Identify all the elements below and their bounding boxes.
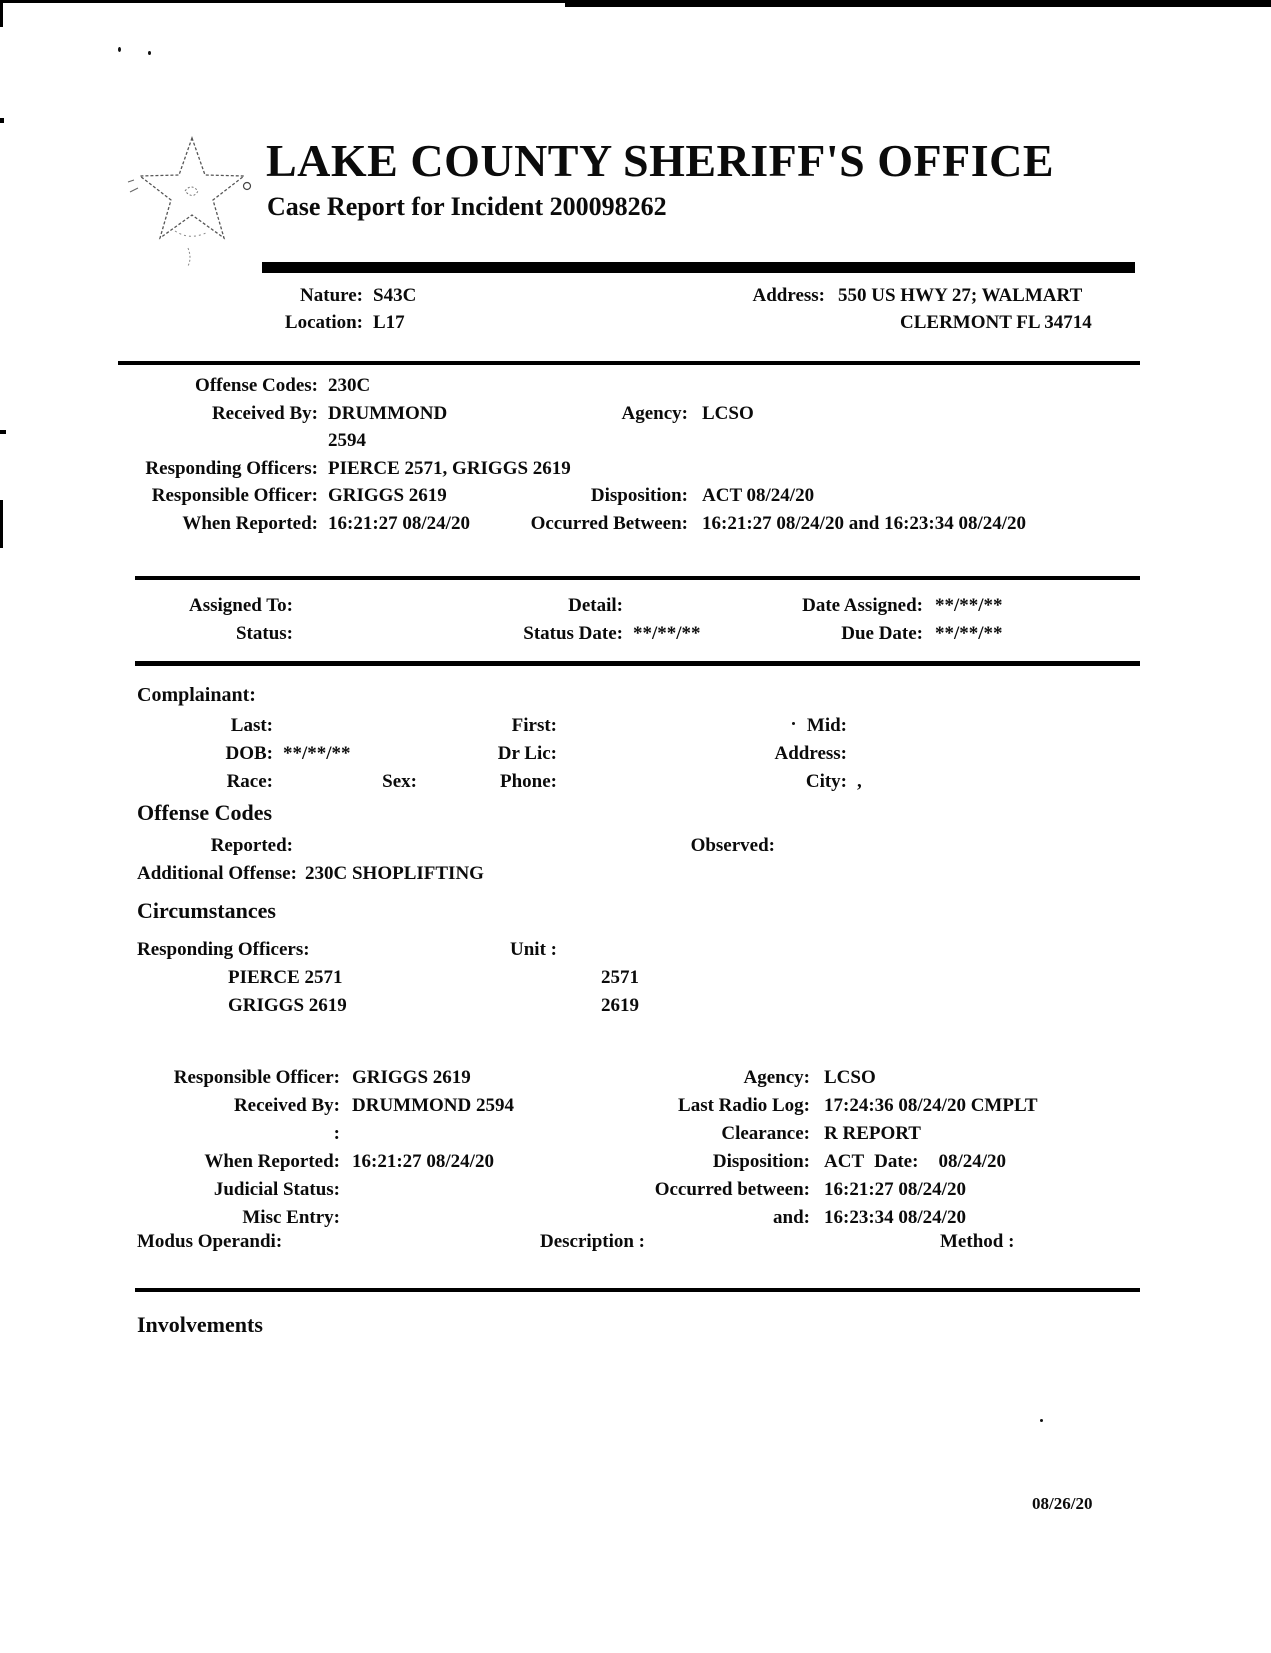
circ-occurred-between-label: Occurred between: <box>654 1179 810 1200</box>
page-title: LAKE COUNTY SHERIFF'S OFFICE <box>266 135 1055 186</box>
occurred-between-end: 16:23:34 08/24/20 <box>824 1207 966 1228</box>
responding-officers-label: Responding Officers: <box>145 457 318 479</box>
offense-codes-label: Offense Codes: <box>195 375 318 396</box>
circumstances-details <box>137 1064 1038 1232</box>
officer-name: GRIGGS 2619 <box>228 995 347 1016</box>
circ-when-reported-value: 16:21:27 08/24/20 <box>352 1151 494 1172</box>
circumstances-officers-table <box>137 936 639 1020</box>
additional-offense-label: Additional Offense: <box>137 863 297 884</box>
complainant-section <box>137 712 862 796</box>
case-info-section <box>137 372 1026 537</box>
complainant-phone-label: Phone: <box>500 771 557 792</box>
circ-when-reported-label: When Reported: <box>204 1151 340 1172</box>
complainant-mid-label: Mid: <box>806 715 847 736</box>
complainant-address-label: Address: <box>774 743 847 764</box>
misc-entry-label: Misc Entry: <box>242 1207 340 1228</box>
circ-disposition-label: Disposition: <box>712 1151 810 1172</box>
complainant-first-label: First: <box>511 715 557 736</box>
officer-row <box>137 964 639 992</box>
divider-1 <box>118 361 1140 365</box>
address-line2: CLERMONT FL 34714 <box>900 312 1092 333</box>
assignment-section <box>137 592 1003 648</box>
complainant-dob-label: DOB: <box>225 743 273 764</box>
clearance-label: Clearance: <box>721 1123 810 1144</box>
circ-responding-officers-label: Responding Officers: <box>137 939 310 960</box>
when-reported-value: 16:21:27 08/24/20 <box>328 512 470 534</box>
observed-label: Observed: <box>690 835 775 856</box>
officer-unit: 2571 <box>601 967 639 988</box>
last-radio-log-label: Last Radio Log: <box>678 1095 810 1116</box>
occurred-between-value: 16:21:27 08/24/20 and 16:23:34 08/24/20 <box>702 512 1027 534</box>
print-date: 08/26/20 <box>1032 1494 1093 1513</box>
header-bar <box>262 262 1135 273</box>
due-date-label: Due Date: <box>841 623 923 644</box>
complainant-dob-value: **/**/** <box>283 743 351 764</box>
judicial-status-label: Judicial Status: <box>213 1179 340 1200</box>
complainant-heading: Complainant: <box>137 684 256 706</box>
circ-agency-label: Agency: <box>743 1067 810 1088</box>
scan-speck-3 <box>1040 1419 1043 1422</box>
occurred-between-label: Occurred Between: <box>530 512 688 534</box>
location-label: Location: <box>284 312 363 333</box>
complainant-city-label: City: <box>805 771 847 792</box>
scan-artifact-left-mark-1 <box>0 118 4 123</box>
due-date-value: **/**/** <box>935 623 1003 644</box>
circ-agency-value: LCSO <box>824 1067 876 1088</box>
complainant-race-label: Race: <box>226 771 273 792</box>
complainant-last-label: Last: <box>230 715 273 736</box>
offense-codes-value: 230C <box>328 375 371 396</box>
scan-artifact-left-mark-2 <box>0 430 6 434</box>
incident-summary-left <box>137 282 416 336</box>
nature-label: Nature: <box>300 285 363 306</box>
circ-responsible-officer-label: Responsible Officer: <box>173 1067 340 1088</box>
disposition-value: ACT 08/24/20 <box>702 485 815 506</box>
complainant-drlic-label: Dr Lic: <box>497 743 557 764</box>
reported-label: Reported: <box>210 835 293 856</box>
scan-artifact-left-bar <box>0 500 3 548</box>
offense-codes-section <box>137 832 775 888</box>
agency-label: Agency: <box>621 402 688 424</box>
modus-operandi-row <box>137 1228 1014 1256</box>
address-line1: 550 US HWY 27; WALMART <box>838 285 1083 306</box>
responding-officers-value: PIERCE 2571, GRIGGS 2619 <box>328 457 571 479</box>
scan-speck-2 <box>148 51 151 55</box>
and-label: and: <box>773 1207 810 1228</box>
blank-colon: : <box>333 1123 340 1144</box>
additional-offense-value: 230C SHOPLIFTING <box>305 863 484 884</box>
scan-artifact-left-line <box>0 0 3 27</box>
date-assigned-label: Date Assigned: <box>802 595 923 616</box>
officer-row <box>137 992 639 1020</box>
nature-value: S43C <box>373 285 417 306</box>
divider-2 <box>135 576 1140 580</box>
assigned-to-label: Assigned To: <box>188 595 293 616</box>
received-by-label: Received By: <box>211 402 318 424</box>
unit-column-label: Unit : <box>510 939 557 960</box>
detail-label: Detail: <box>568 595 623 616</box>
officer-name: PIERCE 2571 <box>228 967 343 988</box>
act-date-label: Date: <box>874 1151 919 1172</box>
received-by-badge: 2594 <box>328 430 366 451</box>
complainant-city-value: , <box>857 771 862 792</box>
when-reported-label: When Reported: <box>182 512 318 534</box>
status-date-label: Status Date: <box>523 623 623 644</box>
circ-received-by-value: DRUMMOND 2594 <box>352 1095 515 1116</box>
clearance-value: R REPORT <box>824 1123 921 1144</box>
status-date-value: **/**/** <box>633 623 701 644</box>
scan-artifact-top-line-thick <box>565 0 1271 7</box>
address-label: Address: <box>752 285 825 306</box>
modus-operandi-label: Modus Operandi: <box>137 1231 283 1252</box>
circumstances-heading: Circumstances <box>137 898 276 923</box>
occurred-between-start: 16:21:27 08/24/20 <box>824 1179 966 1200</box>
responsible-officer-value: GRIGGS 2619 <box>328 485 447 506</box>
location-value: L17 <box>373 312 405 333</box>
offense-codes-heading: Offense Codes <box>137 800 273 825</box>
status-label: Status: <box>235 623 293 644</box>
last-radio-log-value: 17:24:36 08/24/20 CMPLT <box>824 1095 1038 1116</box>
sheriff-star-logo-icon <box>130 136 255 268</box>
complainant-sex-label: Sex: <box>382 771 417 792</box>
incident-summary-right <box>690 282 1092 336</box>
circ-disposition-value: ACT <box>824 1151 865 1172</box>
scan-speck-1 <box>118 47 121 52</box>
officer-unit: 2619 <box>601 995 639 1016</box>
act-date-value: 08/24/20 <box>938 1151 1006 1172</box>
report-subtitle: Case Report for Incident 200098262 <box>267 192 667 221</box>
circ-received-by-label: Received By: <box>233 1095 340 1116</box>
responsible-officer-label: Responsible Officer: <box>151 485 318 506</box>
circ-responsible-officer-value: GRIGGS 2619 <box>352 1067 471 1088</box>
agency-value: LCSO <box>702 402 754 424</box>
received-by-value: DRUMMOND <box>328 402 448 424</box>
description-label: Description : <box>540 1231 646 1252</box>
divider-4 <box>135 1288 1140 1292</box>
date-assigned-value: **/**/** <box>935 595 1003 616</box>
disposition-label: Disposition: <box>590 485 688 506</box>
divider-3 <box>135 661 1140 666</box>
involvements-heading: Involvements <box>137 1312 263 1337</box>
method-label: Method : <box>940 1231 1015 1252</box>
